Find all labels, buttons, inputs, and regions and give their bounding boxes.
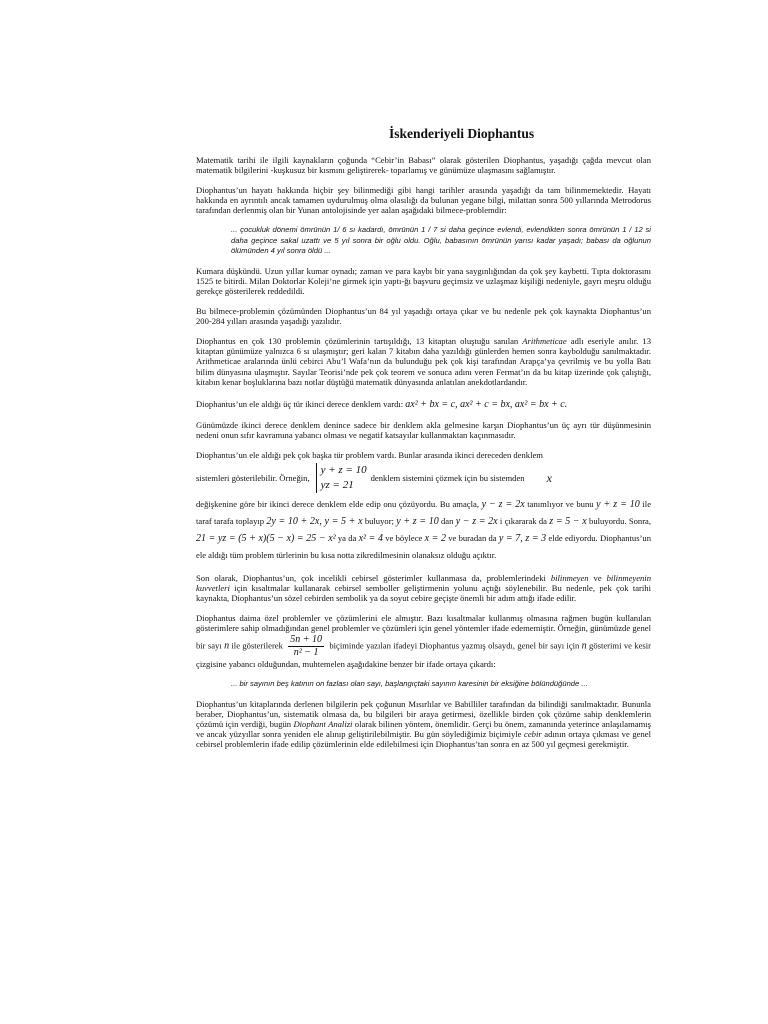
paragraph-general-methods: Diophantus daima özel problemler ve çözümlerini ele almıştır. Bazı kısaltmalar kullanmış olmasına rağmen bugün kullanılan gösterimlere sahip olmadığından genel problemler ve çözümleri için genel yöntemler ifade edememiştir. Örneğin, günümüzde genel bir sayı n ile gösterilerek $\frac{5n + 10}{\text{n² − 1}}$ biçiminde yazılan ifadeyi Diophantus yazmış olsaydı, genel bir sayı için n gösterimi ve kesir çizgisine yabancı olduğundan, muhtemelen aşağıdakine benzer bir ifade ortaya çıkardı: [196, 613, 651, 669]
page-title: İskenderiyeli Diophantus [389, 126, 535, 141]
paragraph-zero: Günümüzde ikinci derece denklem denince sadece bir denklem akla gelmesine karşın Diophantus’un üç ayrı tür düşünmesinin nedeni onun sıfır kavramına yabancı olması ve negatif katsayılar kullanmaktan kaçınmasıdır. [196, 419, 651, 440]
paragraph-notation: Son olarak, Diophantus’un, çok incelikli cebirsel gösterimler kullanmasa da, problemlerindeki bilinmeyen ve bilinmeyenin kuvvetleri için kısaltmalar kullanarak cebirsel semboller geliştirmenin yolunu açtığı söylenebilir. Bu nedenle, pek çok tarihi kaynakta, Diophantus’un sözel cebirden sembolik ya da soyut cebire geçişte önemli bir adım attığı ifade edilir. [196, 573, 651, 604]
paragraph-systems: Diophantus’un ele aldığı pek çok başka tür problem vardı. Bunlar arasında ikinci dereceden denklem sistemleri gösterilebilir. Örneğin, y + z = 10 yz = 21 denklem sistemini çözmek için bu sistemden x değişkenine göre bir ikinci derece denklem elde edip onu çözüyordu. Bu amaçla, y − z = 2x tanımlıyor ve bunu y + z = 10 ile taraf tarafa toplayıp 2y = 10 + 2x, y = 5 + x buluyor; y + z = 10 dan y − z = 2x i çıkararak da z = 5 − x buluyordu. Sonra, 21 = yz = (5 + x)(5 − x) = 25 − x² ya da x² = 4 ve böylece x = 2 ve buradan da y = 7, z = 3 elde ediyordu. Diophantus’un ele aldığı tüm problem türlerinin bu kısa notta zikredilmesinin olanaksız olduğu açıktır. [196, 449, 652, 561]
fraction-expression: $\frac{5n + 10}{\text{n² − 1}}$ [290, 633, 323, 658]
paragraph-gambling: Kumara düşkündü. Uzun yıllar kumar oynadı; zaman ve para kaybı bir yana saygınlığından da çok şey kaybetti. Tıpta doktorasını 1525 te bitirdi. Milan Doktorlar Koleji’ne girmek için yaptı-ğı başvuru geçimsiz ve uzlaşmaz kişiliği nedeniyle, gayrı meşru olduğu gerekçe gösterilerek reddedildi. [196, 265, 651, 296]
paragraph-age: Bu bilmece-problemin çözümünden Diophantus’un 84 yıl yaşadığı ortaya çıkar ve bu nedenle pek çok kaynakta Diophantus’un 200-284 yılları arasında yaşadığı yazılıdır. [196, 306, 651, 327]
paragraph-life: Diophantus’un hayatı hakkında hiçbir şey bilinmediği gibi hangi tarihler arasında yaşadığı da tam bilinmemektedir. Hayatı hakkında en ayrıntılı ancak tamamen uydurulmuş olma olasılığı da bulunan yegane bilgi, milattan sonra 500 yıllarında Metrodorus tarafından derlenmiş olan bir Yunan antolojisinde yer aalan aşağıdaki bilmece-problemdir: [196, 185, 651, 216]
verbal-expression-quote: ... bir sayının beş katının on fazlası olan sayı, başlangıçtaki sayının karesinin bir eksiğine bölündüğünde ... [231, 678, 588, 688]
paragraph-intro: Matematik tarihi ile ilgili kaynakların çoğunda “Cebir’in Babası” olarak gösterilen Diophantus, yaşadığı çağda mevcut olan matematik bilgilerini -kuşkusuz bir kısmını geliştirerek- toparlamış ve günümüze ulaşmasını sağlamıştır. [196, 155, 651, 176]
paragraph-equation-types: Diophantus’un ele aldığı üç tür ikinci derece denklem vardı: ax² + bx = c, ax² + c = bx, ax² = bx + c. [196, 398, 568, 410]
riddle-quote: ... çocukluk dönemi ömrünün 1/ 6 sı kadardı, ömrünün 1 / 7 si daha geçince evlendi, evlendikten sonra ömrünün 1 / 12 si daha geçince sakal uzattı ve 5 yıl sonra bir oğlu oldu. Oğlu, babasının ömrünün yarısı kadar yaşadı; babası da oğlunun ölümünden 4 yıl sonra öldü ... [231, 225, 651, 255]
equation-system: y + z = 10 yz = 21 [316, 463, 367, 493]
paragraph-legacy: Diophantus’un kitaplarında derlenen bilgilerin pek çoğunun Mısırlılar ve Babilliler tarafından da bilindiği sanılmaktadır. Bununla beraber, Diophantus’un, sistematik olmasa da, bu bilgileri bir araya getirmesi, özellikle birden çok çözüme sahip denklemlerin çözümü için verdiği, bugün Diophant Analizi olarak bilinen yöntem, önemlidir. Gerçi bu önem, zamanında yeterince anlaşılamamış ve ancak yüzyıllar sonra yeniden ele alınıp geliştirilebilmiştir. Bu gün söylediğimiz biçimiyle cebir adının ortaya çıkması ve genel cebirsel problemlerin ifade edilip çözümlerinin elde edilebilmesi için Diophantus’tan sonra en az 500 yıl geçmesi gerekmiştir. [196, 698, 651, 750]
system-row: sistemleri gösterilebilir. Örneğin, y + z = 10 yz = 21 denklem sistemini çözmek için bu sistemden x [196, 464, 552, 492]
document-page [196, 0, 651, 749]
book-title: Arithmeticae [522, 336, 567, 347]
paragraph-arithmeticae: Diophantus en çok 130 problemin çözümlerinin tartışıldığı, 13 kitaptan oluştuğu sanılan Arithmeticae adlı eseriyle anılır. 13 kitaptan günümüze yalnızca 6 sı ulaşmıştır; geri kalan 7 kitabın daha yazıldığı günlerden hemen sonra kaybolduğu sanılmaktadır. Arithmeticae aralarında ünlü cebirci Abu’l Wafa’nın da bulunduğu pek çok kişi tarafından Arapça’ya çevrilmiş ve bu yolla Batı bilim dünyasına ulaşmıştır. Sayılar Teorisi’nde pek çok teorem ve sonuca adını veren Fermat’ın da bu kitap üzerinde çok çalıştığı, kitabın kenar boşluklarına bazı notlar düştüğü matematik dünyasında anlatılan anekdotlardandır. [196, 336, 652, 387]
quadratic-forms: ax² + bx = c, ax² + c = bx, ax² = bx + c. [405, 398, 568, 410]
